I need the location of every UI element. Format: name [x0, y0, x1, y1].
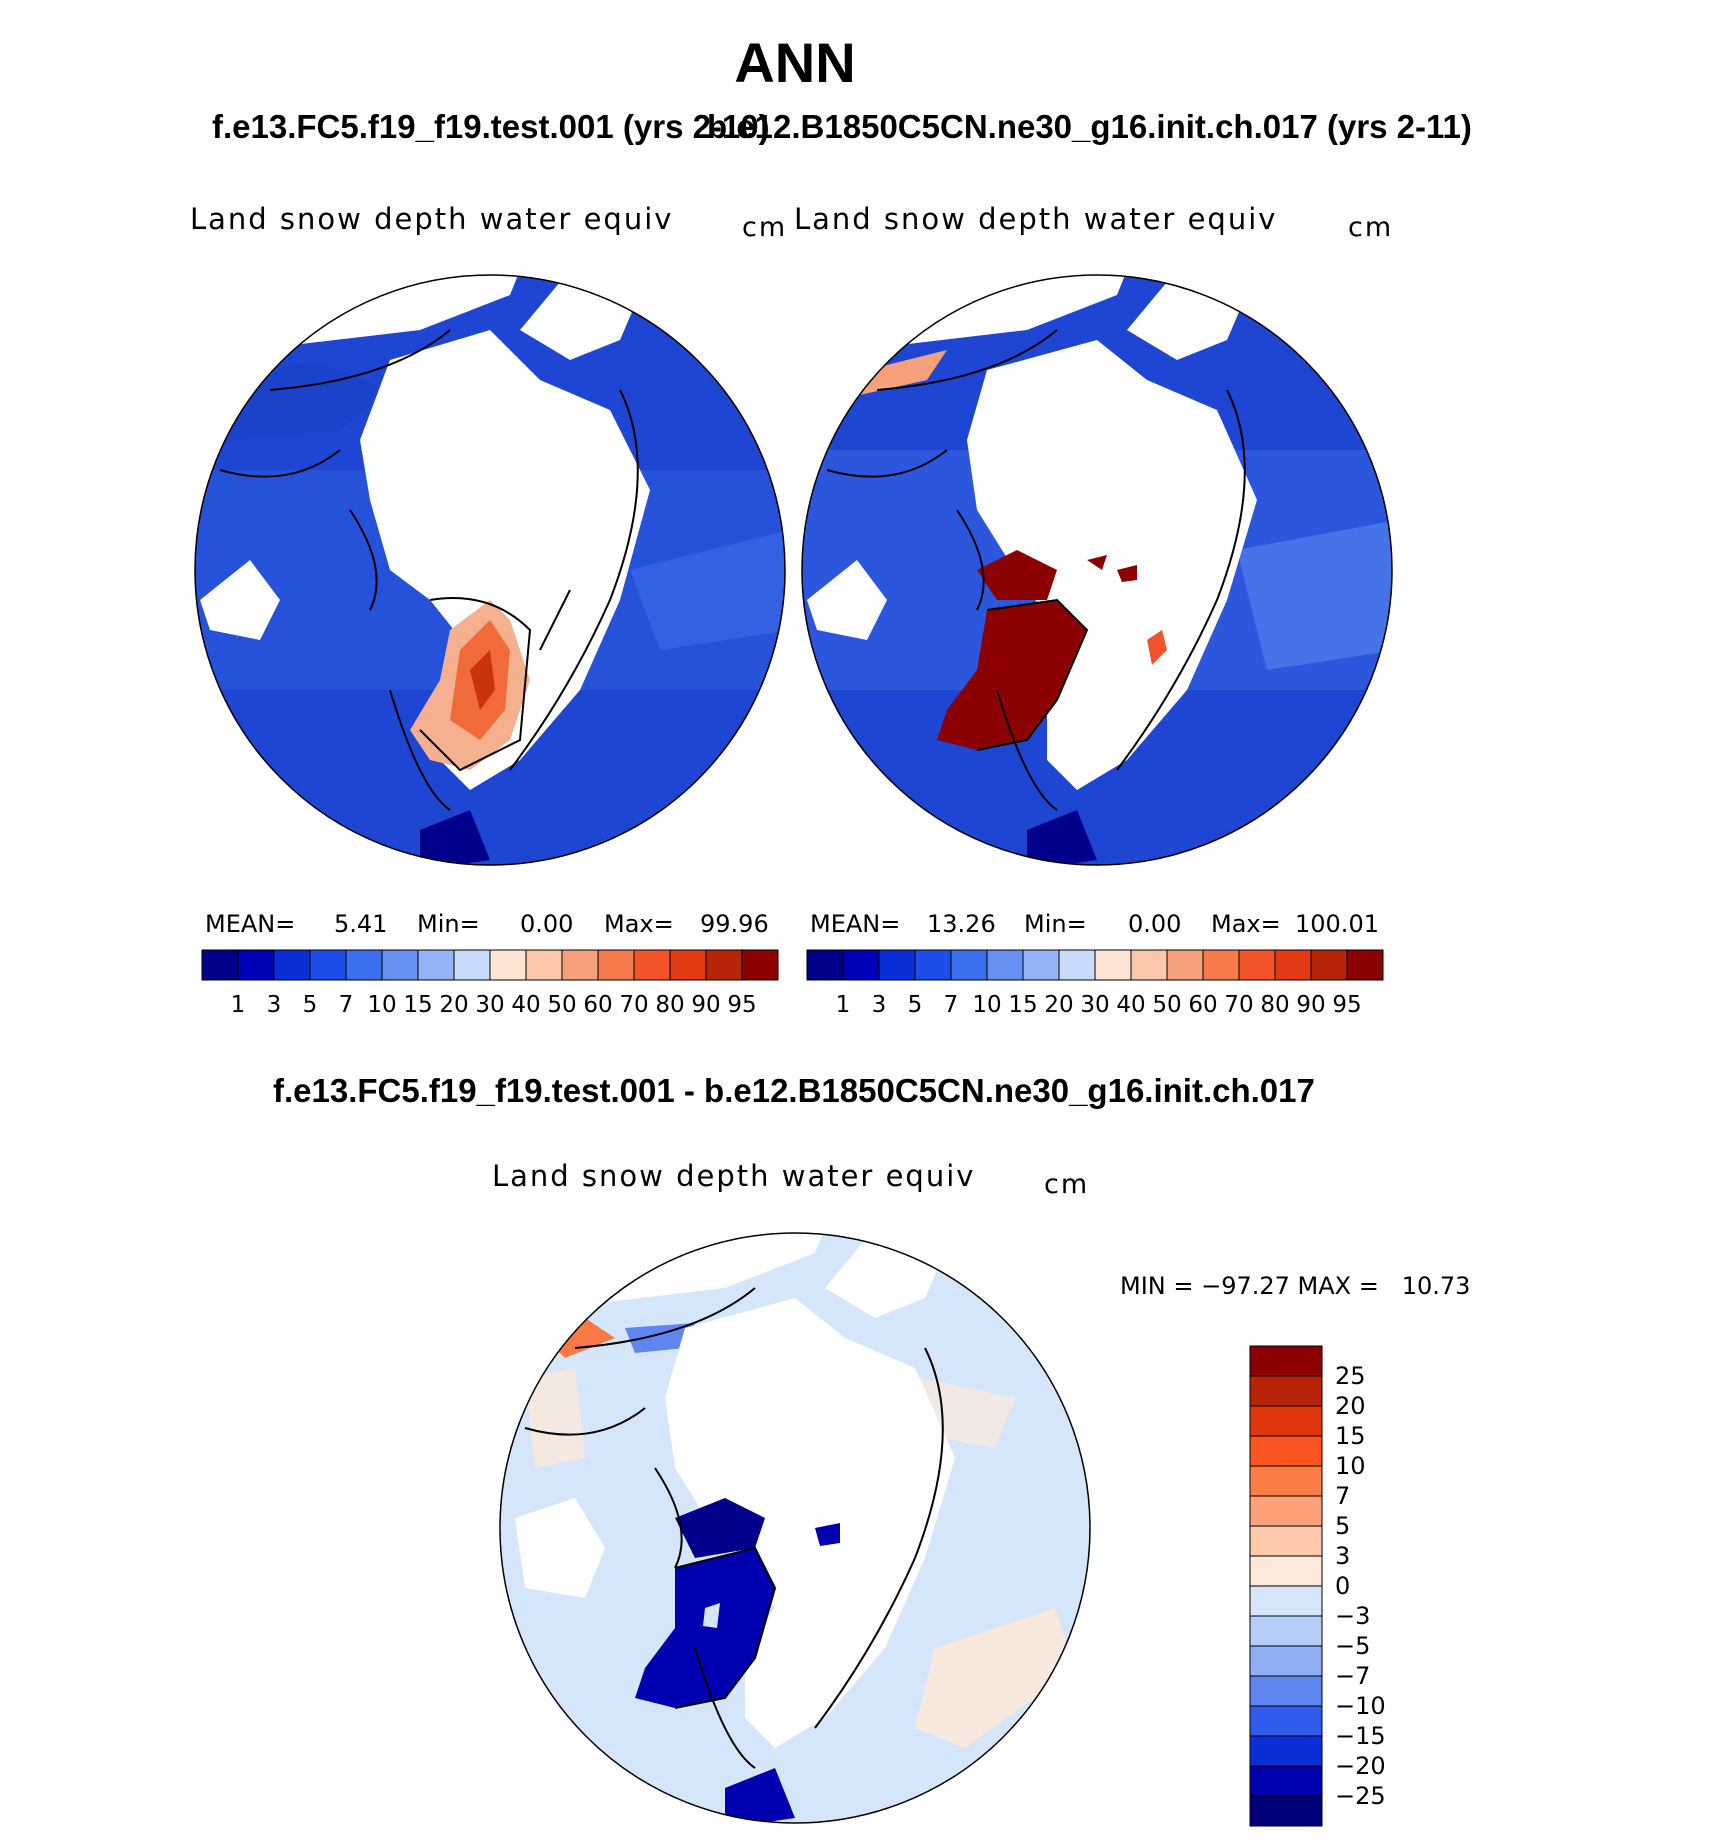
case2-colorbar-tick-label: 20	[1044, 992, 1074, 1018]
case1-colorbar-tick-label: 40	[511, 992, 541, 1018]
case2-colorbar-tick-label: 95	[1332, 992, 1362, 1018]
case2-colorbar-swatch	[1311, 950, 1347, 980]
case2-min-label: Min=	[1024, 910, 1087, 938]
case1-title: f.e13.FC5.f19_f19.test.001 (yrs 2-10)	[212, 108, 770, 145]
case2-colorbar-swatch	[807, 950, 843, 980]
case2-colorbar-tick-label: 90	[1296, 992, 1326, 1018]
diff-colorbar-tick-label: −15	[1335, 1722, 1386, 1750]
case1-mean-value: 5.41	[334, 910, 388, 938]
case1-colorbar-tick-label: 50	[547, 992, 577, 1018]
case1-colorbar-tick-label: 30	[475, 992, 505, 1018]
case2-colorbar-labels	[807, 992, 1383, 1022]
case1-colorbar-swatch	[670, 950, 706, 980]
diff-colorbar-tick-label: −7	[1335, 1662, 1371, 1690]
diff-colorbar-swatch	[1250, 1556, 1322, 1586]
diff-colorbar-tick-label: −10	[1335, 1692, 1386, 1720]
diff-colorbar-swatch	[1250, 1676, 1322, 1706]
diff-colorbar-swatch	[1250, 1646, 1322, 1676]
diff-colorbar-tick-label: −3	[1335, 1602, 1371, 1630]
case1-colorbar-swatch	[490, 950, 526, 980]
diff-colorbar-swatch	[1250, 1346, 1322, 1376]
case1-colorbar	[202, 950, 778, 980]
diff-variable-label: Land snow depth water equiv	[492, 1159, 976, 1193]
case1-colorbar-tick-label: 20	[439, 992, 469, 1018]
case2-min-value: 0.00	[1128, 910, 1182, 938]
case2-colorbar-tick-label: 5	[907, 992, 923, 1018]
diff-colorbar-tick-label: −20	[1335, 1752, 1386, 1780]
case2-colorbar-swatch	[843, 950, 879, 980]
diff-colorbar-swatch	[1250, 1586, 1322, 1616]
diff-min-max-stats: MIN = −97.27 MAX = 10.73	[1120, 1272, 1471, 1300]
case1-colorbar-swatch	[346, 950, 382, 980]
case1-colorbar-tick-label: 80	[655, 992, 685, 1018]
case1-colorbar-swatch	[382, 950, 418, 980]
diff-colorbar	[1250, 1346, 1322, 1826]
case1-max-value: 99.96	[700, 910, 769, 938]
case2-colorbar-swatch	[1167, 950, 1203, 980]
case2-colorbar-swatch	[951, 950, 987, 980]
case1-colorbar-swatch	[526, 950, 562, 980]
case2-colorbar-tick-label: 3	[871, 992, 887, 1018]
case1-colorbar-tick-label: 10	[367, 992, 397, 1018]
season-title: ANN	[734, 31, 856, 94]
case1-min-value: 0.00	[520, 910, 574, 938]
case2-title: b.e12.B1850C5CN.ne30_g16.init.ch.017 (yrs 2-11)	[707, 108, 1472, 145]
diff-colorbar-tick-label: 20	[1335, 1392, 1366, 1420]
diff-colorbar-tick-label: 0	[1335, 1572, 1351, 1600]
diff-colorbar-tick-label: 15	[1335, 1422, 1366, 1450]
case1-colorbar-tick-label: 1	[230, 992, 246, 1018]
case1-max-label: Max=	[604, 910, 674, 938]
diff-colorbar-tick-label: −25	[1335, 1782, 1386, 1810]
case2-colorbar-tick-label: 80	[1260, 992, 1290, 1018]
case2-colorbar-tick-label: 40	[1116, 992, 1146, 1018]
case2-max-value: 100.01	[1295, 910, 1379, 938]
case2-colorbar-swatch	[1023, 950, 1059, 980]
diff-title: f.e13.FC5.f19_f19.test.001 - b.e12.B1850C5CN.ne30_g16.init.ch.017	[273, 1072, 1315, 1109]
case2-colorbar-swatch	[1059, 950, 1095, 980]
diff-colorbar-swatch	[1250, 1706, 1322, 1736]
case2-colorbar	[807, 950, 1383, 980]
case2-colorbar-tick-label: 1	[835, 992, 851, 1018]
case2-colorbar-swatch	[879, 950, 915, 980]
case1-colorbar-labels	[202, 992, 778, 1022]
case1-colorbar-tick-label: 15	[403, 992, 433, 1018]
diff-colorbar-swatch	[1250, 1406, 1322, 1436]
case2-colorbar-swatch	[1275, 950, 1311, 980]
case2-mean-label: MEAN=	[810, 910, 901, 938]
case2-colorbar-swatch	[1131, 950, 1167, 980]
case2-colorbar-swatch	[1347, 950, 1383, 980]
case2-colorbar-tick-label: 10	[972, 992, 1002, 1018]
case2-polar-map	[797, 270, 1397, 870]
case1-colorbar-swatch	[634, 950, 670, 980]
case1-polar-map	[190, 270, 790, 870]
diff-units-label: cm	[1044, 1169, 1090, 1200]
case2-mean-value: 13.26	[927, 910, 996, 938]
case2-max-label: Max=	[1211, 910, 1281, 938]
case2-colorbar-swatch	[987, 950, 1023, 980]
diff-colorbar-swatch	[1250, 1526, 1322, 1556]
case1-colorbar-swatch	[238, 950, 274, 980]
case1-colorbar-tick-label: 3	[266, 992, 282, 1018]
case1-colorbar-swatch	[418, 950, 454, 980]
case1-colorbar-swatch	[742, 950, 778, 980]
case1-colorbar-swatch	[562, 950, 598, 980]
case2-colorbar-tick-label: 30	[1080, 992, 1110, 1018]
diff-colorbar-tick-label: 3	[1335, 1542, 1351, 1570]
diff-colorbar-swatch	[1250, 1766, 1322, 1796]
diff-colorbar-swatch	[1250, 1796, 1322, 1826]
case1-variable-label: Land snow depth water equiv	[190, 202, 674, 236]
case2-units-label: cm	[1348, 212, 1394, 243]
case1-colorbar-tick-label: 7	[338, 992, 354, 1018]
case1-mean-label: MEAN=	[205, 910, 296, 938]
case2-colorbar-swatch	[915, 950, 951, 980]
case2-colorbar-swatch	[1095, 950, 1131, 980]
case1-colorbar-tick-label: 90	[691, 992, 721, 1018]
diff-colorbar-swatch	[1250, 1616, 1322, 1646]
diff-colorbar-tick-label: 10	[1335, 1452, 1366, 1480]
case1-colorbar-swatch	[310, 950, 346, 980]
case1-colorbar-swatch	[202, 950, 238, 980]
case1-colorbar-tick-label: 95	[727, 992, 757, 1018]
diff-polar-map	[495, 1228, 1095, 1828]
case2-colorbar-tick-label: 60	[1188, 992, 1218, 1018]
case1-colorbar-tick-label: 70	[619, 992, 649, 1018]
case2-colorbar-tick-label: 50	[1152, 992, 1182, 1018]
case1-colorbar-swatch	[274, 950, 310, 980]
diff-colorbar-swatch	[1250, 1496, 1322, 1526]
case2-colorbar-tick-label: 70	[1224, 992, 1254, 1018]
case1-colorbar-tick-label: 60	[583, 992, 613, 1018]
diff-colorbar-tick-label: 25	[1335, 1362, 1366, 1390]
case1-min-label: Min=	[417, 910, 480, 938]
diff-colorbar-tick-label: 7	[1335, 1482, 1351, 1510]
case2-colorbar-tick-label: 15	[1008, 992, 1038, 1018]
diff-colorbar-swatch	[1250, 1376, 1322, 1406]
case1-colorbar-swatch	[598, 950, 634, 980]
case1-colorbar-swatch	[706, 950, 742, 980]
case1-colorbar-swatch	[454, 950, 490, 980]
case2-variable-label: Land snow depth water equiv	[794, 202, 1278, 236]
case2-colorbar-swatch	[1239, 950, 1275, 980]
case1-colorbar-tick-label: 5	[302, 992, 318, 1018]
diff-colorbar-swatch	[1250, 1736, 1322, 1766]
case2-colorbar-tick-label: 7	[943, 992, 959, 1018]
diff-colorbar-tick-label: 5	[1335, 1512, 1351, 1540]
case1-units-label: cm	[742, 212, 788, 243]
diff-colorbar-tick-label: −5	[1335, 1632, 1371, 1660]
case2-colorbar-swatch	[1203, 950, 1239, 980]
diff-colorbar-swatch	[1250, 1466, 1322, 1496]
diff-colorbar-swatch	[1250, 1436, 1322, 1466]
diff-colorbar-labels	[1335, 1346, 1435, 1826]
